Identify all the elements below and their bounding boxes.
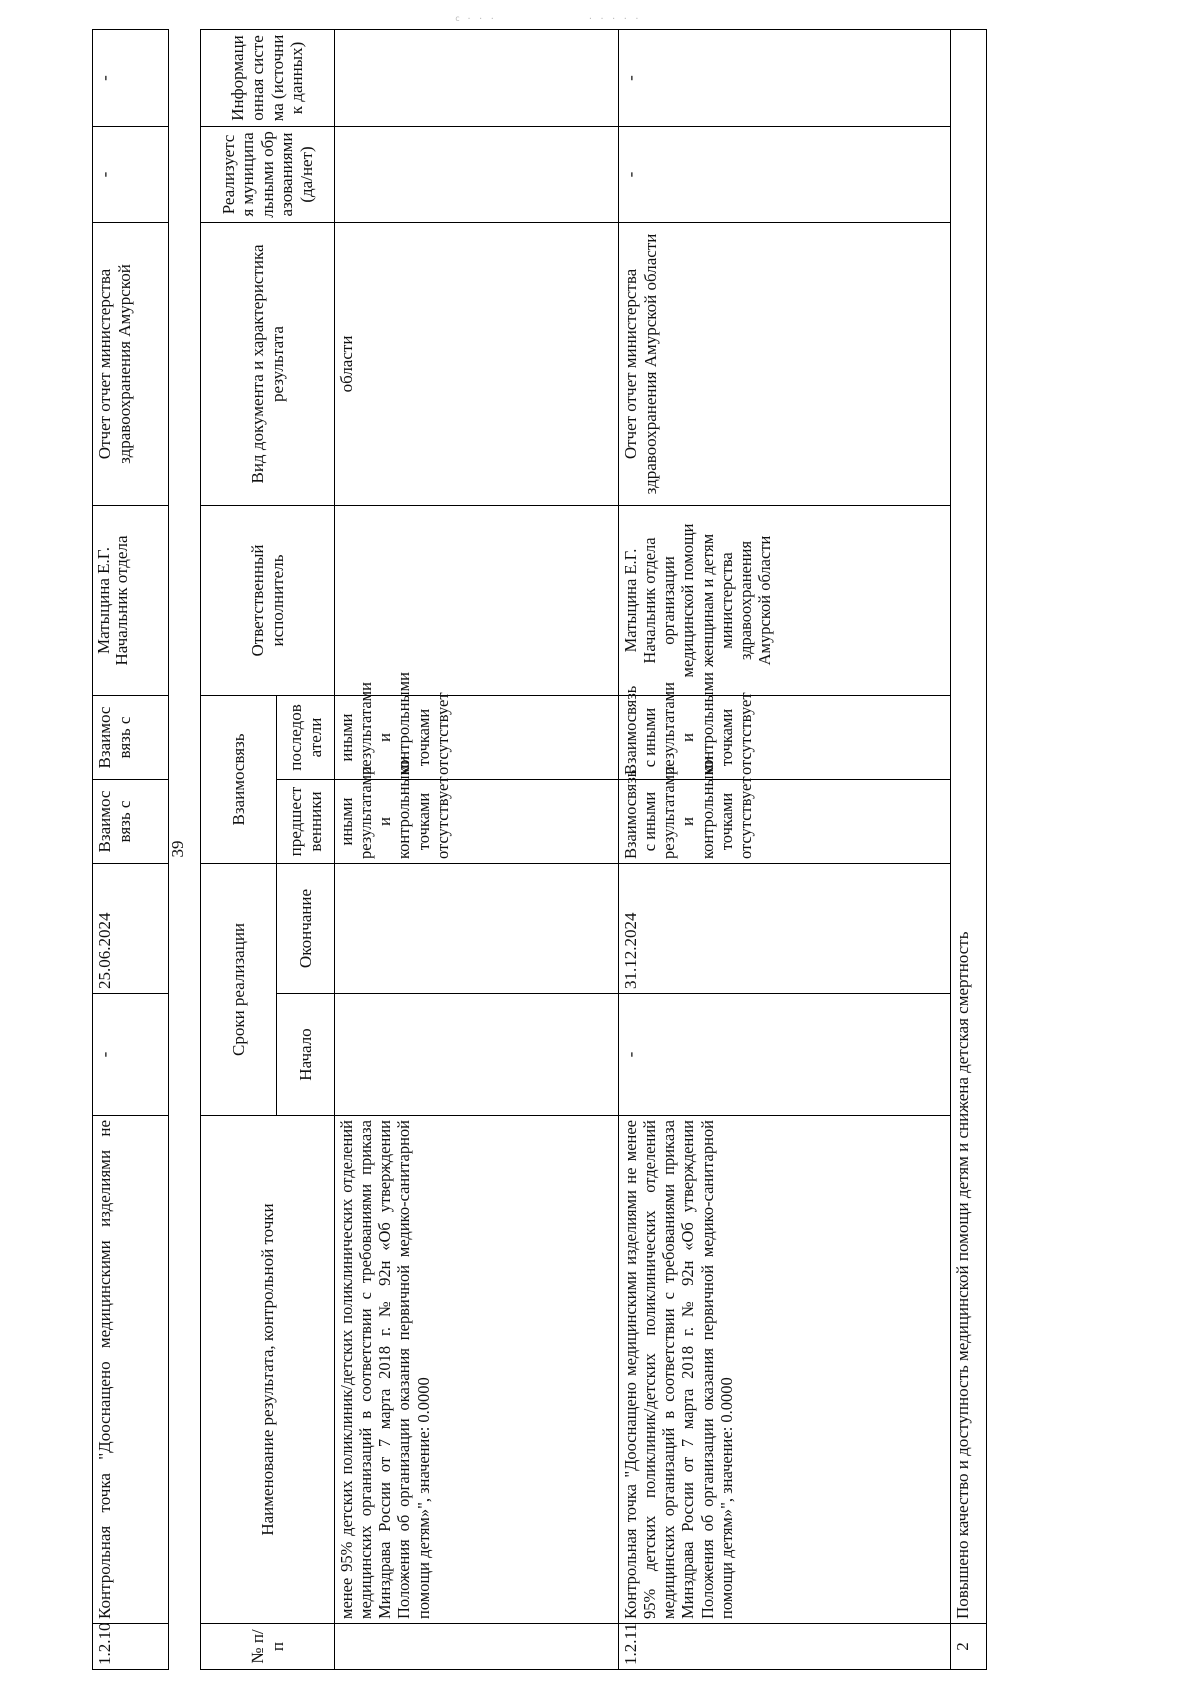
header-responsible: Ответственный исполнитель [201,505,335,695]
start-date [335,994,619,1116]
header-realized: Реализуется муниципальными образованиями (да/нет) [201,126,335,222]
successors: иными результатами и контрольными точками отсутствует [335,695,619,779]
realized-flag [335,126,619,222]
info-system: - [93,30,169,127]
table-row [951,29,987,1669]
page-number: 39 [168,840,187,858]
header-end: Окончание [277,864,335,994]
result-name: менее 95% детских поликлиник/детских поликлинических отделений медицинских организаций в соответствии с требованиями приказа Минздрава России от 7 марта 2018 г. № 92н «Об утверждении Положения об организации оказания первичной медико-санитарной помощи детям»", значение: 0.0000 [335,1116,619,1624]
header-link: Взаимосвязь [201,695,277,863]
header-dates: Сроки реализации [201,864,277,1116]
end-date: 31.12.2024 [619,864,951,994]
header-start: Начало [277,994,335,1116]
info-system: - [619,29,951,126]
responsible: Матыцина Е.Г. Начальник отдела [93,506,169,696]
main-table [200,30,987,1670]
responsible [335,505,619,695]
successors: Взаимос вязь с [93,696,169,780]
row-number: 2 [951,1624,987,1670]
document-type: Отчет отчет министерства здравоохранения Амурской [93,223,169,506]
row-number [335,1624,619,1670]
realized-flag: - [619,126,951,222]
section-title: Повышено качество и доступность медицинской помощи детям и снижена детская смертность [951,29,987,1623]
top-fragment-table [92,30,169,1670]
header-name: Наименование результата, контрольной точки [201,1116,335,1624]
table-row [335,29,619,1669]
header-successors: последов атели [277,695,335,779]
scan-mark: с · · · [455,14,496,23]
result-name: Контрольная точка "Дооснащено медицинскими изделиями не менее 95% детских поликлиник/детских поликлинических отделений медицинских организаций в соответствии с требованиями приказа Минздрава России от 7 марта 2018 г. № 92н «Об утверждении Положения об организации оказания первичной медико-санитарной помощи детям»", значение: 0.0000 [619,1116,951,1624]
scan-mark: · · · · · [588,14,641,23]
predecessors: Взаимос вязь с [93,780,169,864]
info-system [335,29,619,126]
responsible: Матыцина Е.Г. Начальник отдела организации медицинской помощи женщинам и детям министерства здравоохранения Амурской области [619,505,951,695]
header-number: № п/п [201,1624,335,1670]
table-row [619,29,951,1669]
successors: Взаимосвязь с иными результатами и контрольными точками отсутствует [619,695,951,779]
start-date: - [93,994,169,1116]
header-predecessors: предшест венники [277,780,335,864]
predecessors: Взаимосвязь с иными результатами и контрольными точками отсутствует [619,780,951,864]
row-number: 1.2.10 [93,1624,169,1670]
end-date [335,864,619,994]
end-date: 25.06.2024 [93,864,169,994]
row-number: 1.2.11 [619,1624,951,1670]
realized-flag: - [93,127,169,223]
document-type: области [335,222,619,505]
header-infosys: Информационная система (источник данных) [201,29,335,126]
document-type: Отчет отчет министерства здравоохранения Амурской области [619,222,951,505]
result-name: Контрольная точка "Дооснащено медицинскими изделиями не [93,1116,169,1624]
start-date: - [619,994,951,1116]
header-document: Вид документа и характеристика результата [201,222,335,505]
predecessors: иными результатами и контрольными точками отсутствует [335,780,619,864]
